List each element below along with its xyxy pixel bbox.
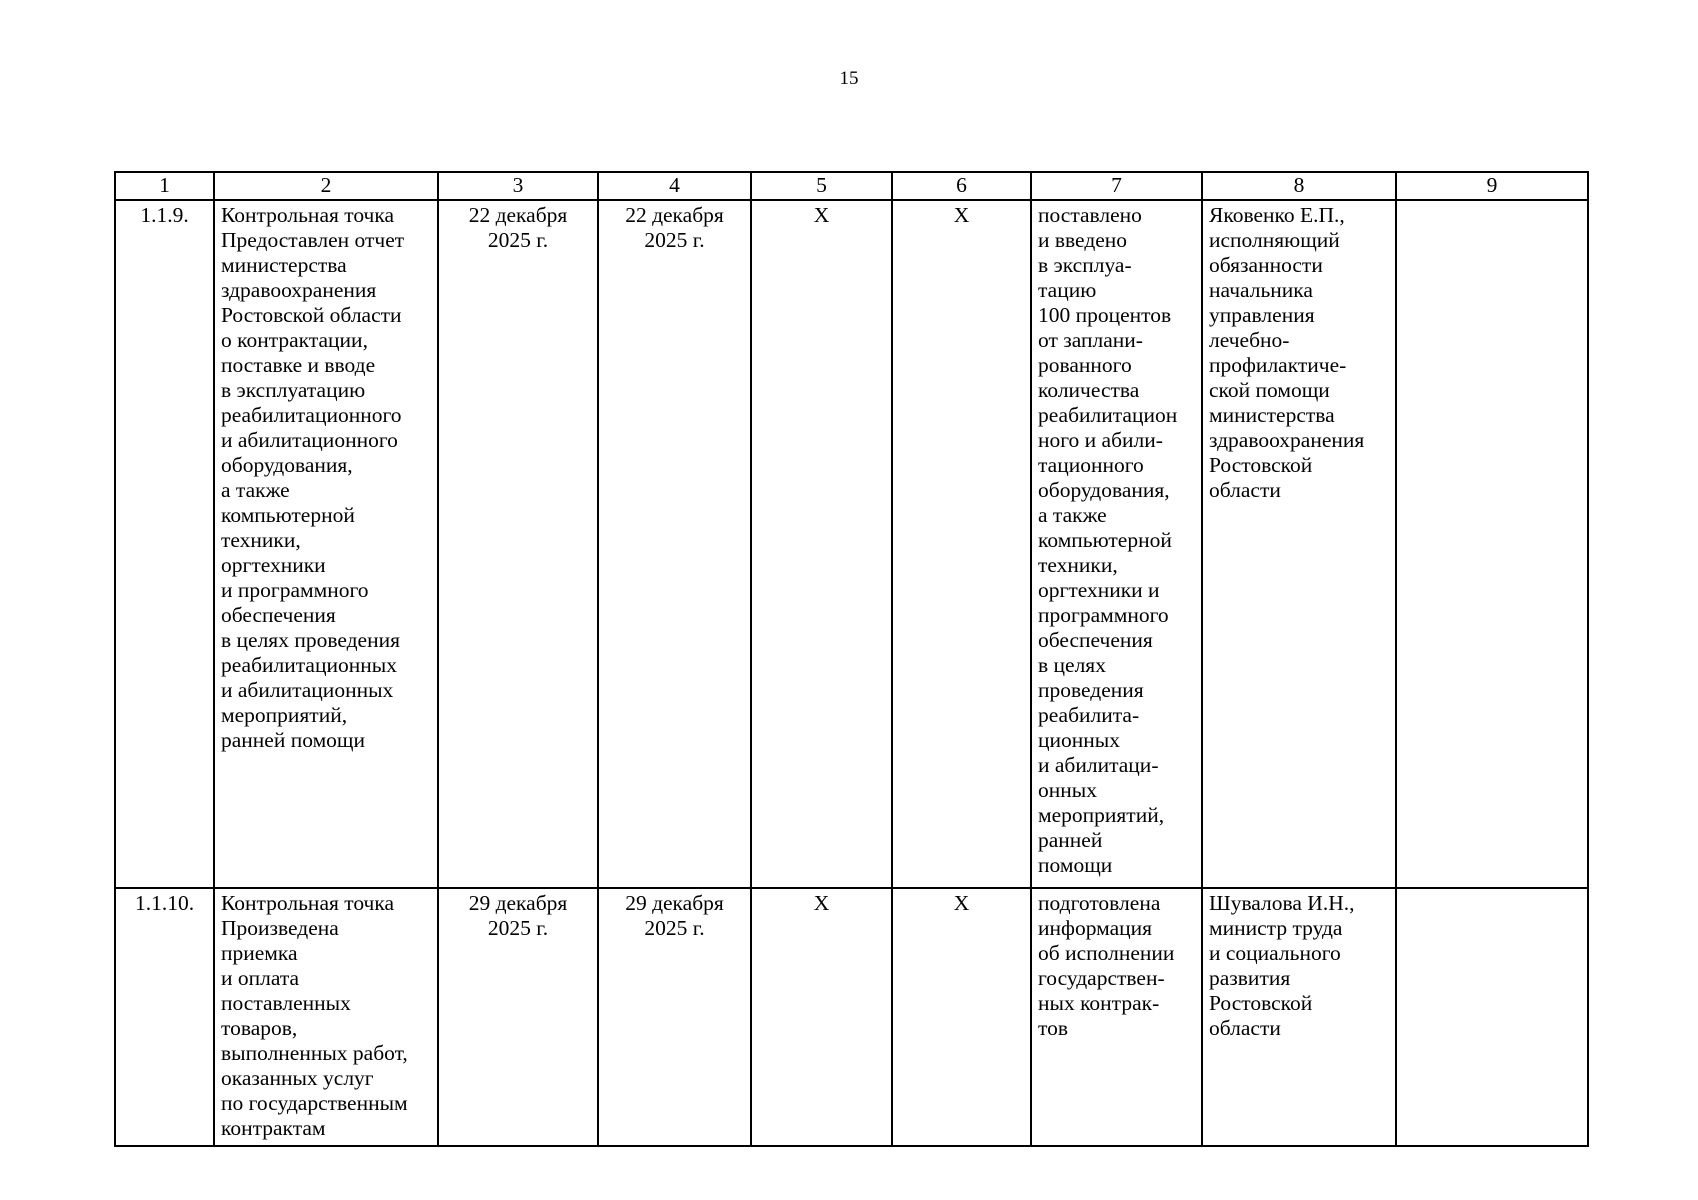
column-number: 3: [438, 172, 598, 200]
column-number: 7: [1031, 172, 1202, 200]
responsible-cell: Шувалова И.Н., министр труда и социального развития Ростовской области: [1202, 888, 1396, 1146]
column-6-cell: Х: [892, 200, 1031, 888]
column-number: 9: [1396, 172, 1588, 200]
start-date: 29 декабря 2025 г.: [438, 888, 598, 1146]
plan-table: [114, 171, 1589, 1147]
column-9-cell: [1396, 888, 1588, 1146]
result-cell: подготовлена информация об исполнении государствен- ных контрак- тов: [1031, 888, 1202, 1146]
page-number: 15: [839, 68, 859, 89]
row-number: 1.1.10.: [115, 888, 214, 1146]
column-6-cell: Х: [892, 888, 1031, 1146]
row-number: 1.1.9.: [115, 200, 214, 888]
column-number: 4: [598, 172, 751, 200]
column-number: 6: [892, 172, 1031, 200]
table-row: [115, 200, 1588, 888]
column-5-cell: Х: [751, 200, 892, 888]
column-number: 5: [751, 172, 892, 200]
column-number: 1: [115, 172, 214, 200]
end-date: 29 декабря 2025 г.: [598, 888, 751, 1146]
column-5-cell: Х: [751, 888, 892, 1146]
table-row: [115, 888, 1588, 1146]
column-number: 2: [214, 172, 438, 200]
row-description: Контрольная точка Предоставлен отчет министерства здравоохранения Ростовской области о контрактации, поставке и вводе в эксплуатацию реабилитационного и абилитационного оборудования, а также компьютерной техники, оргтехники и программного обеспечения в целях проведения реабилитационных и абилитационных мероприятий, ранней помощи: [214, 200, 438, 888]
row-description: Контрольная точка Произведена приемка и оплата поставленных товаров, выполненных работ, оказанных услуг по государственным контрактам: [214, 888, 438, 1146]
column-9-cell: [1396, 200, 1588, 888]
start-date: 22 декабря 2025 г.: [438, 200, 598, 888]
end-date: 22 декабря 2025 г.: [598, 200, 751, 888]
responsible-cell: Яковенко Е.П., исполняющий обязанности начальника управления лечебно- профилактиче- ской помощи министерства здравоохранения Ростовской области: [1202, 200, 1396, 888]
column-number: 8: [1202, 172, 1396, 200]
result-cell: поставлено и введено в эксплуа- тацию 100 процентов от заплани- рованного количества реабилитацион ного и абили- тационного оборудования, а также компьютерной техники, оргтехники и программного обеспечения в целях проведения реабилита- ционных и абилитаци- онных мероприятий, ранней помощи: [1031, 200, 1202, 888]
column-number-row: [115, 172, 1588, 200]
